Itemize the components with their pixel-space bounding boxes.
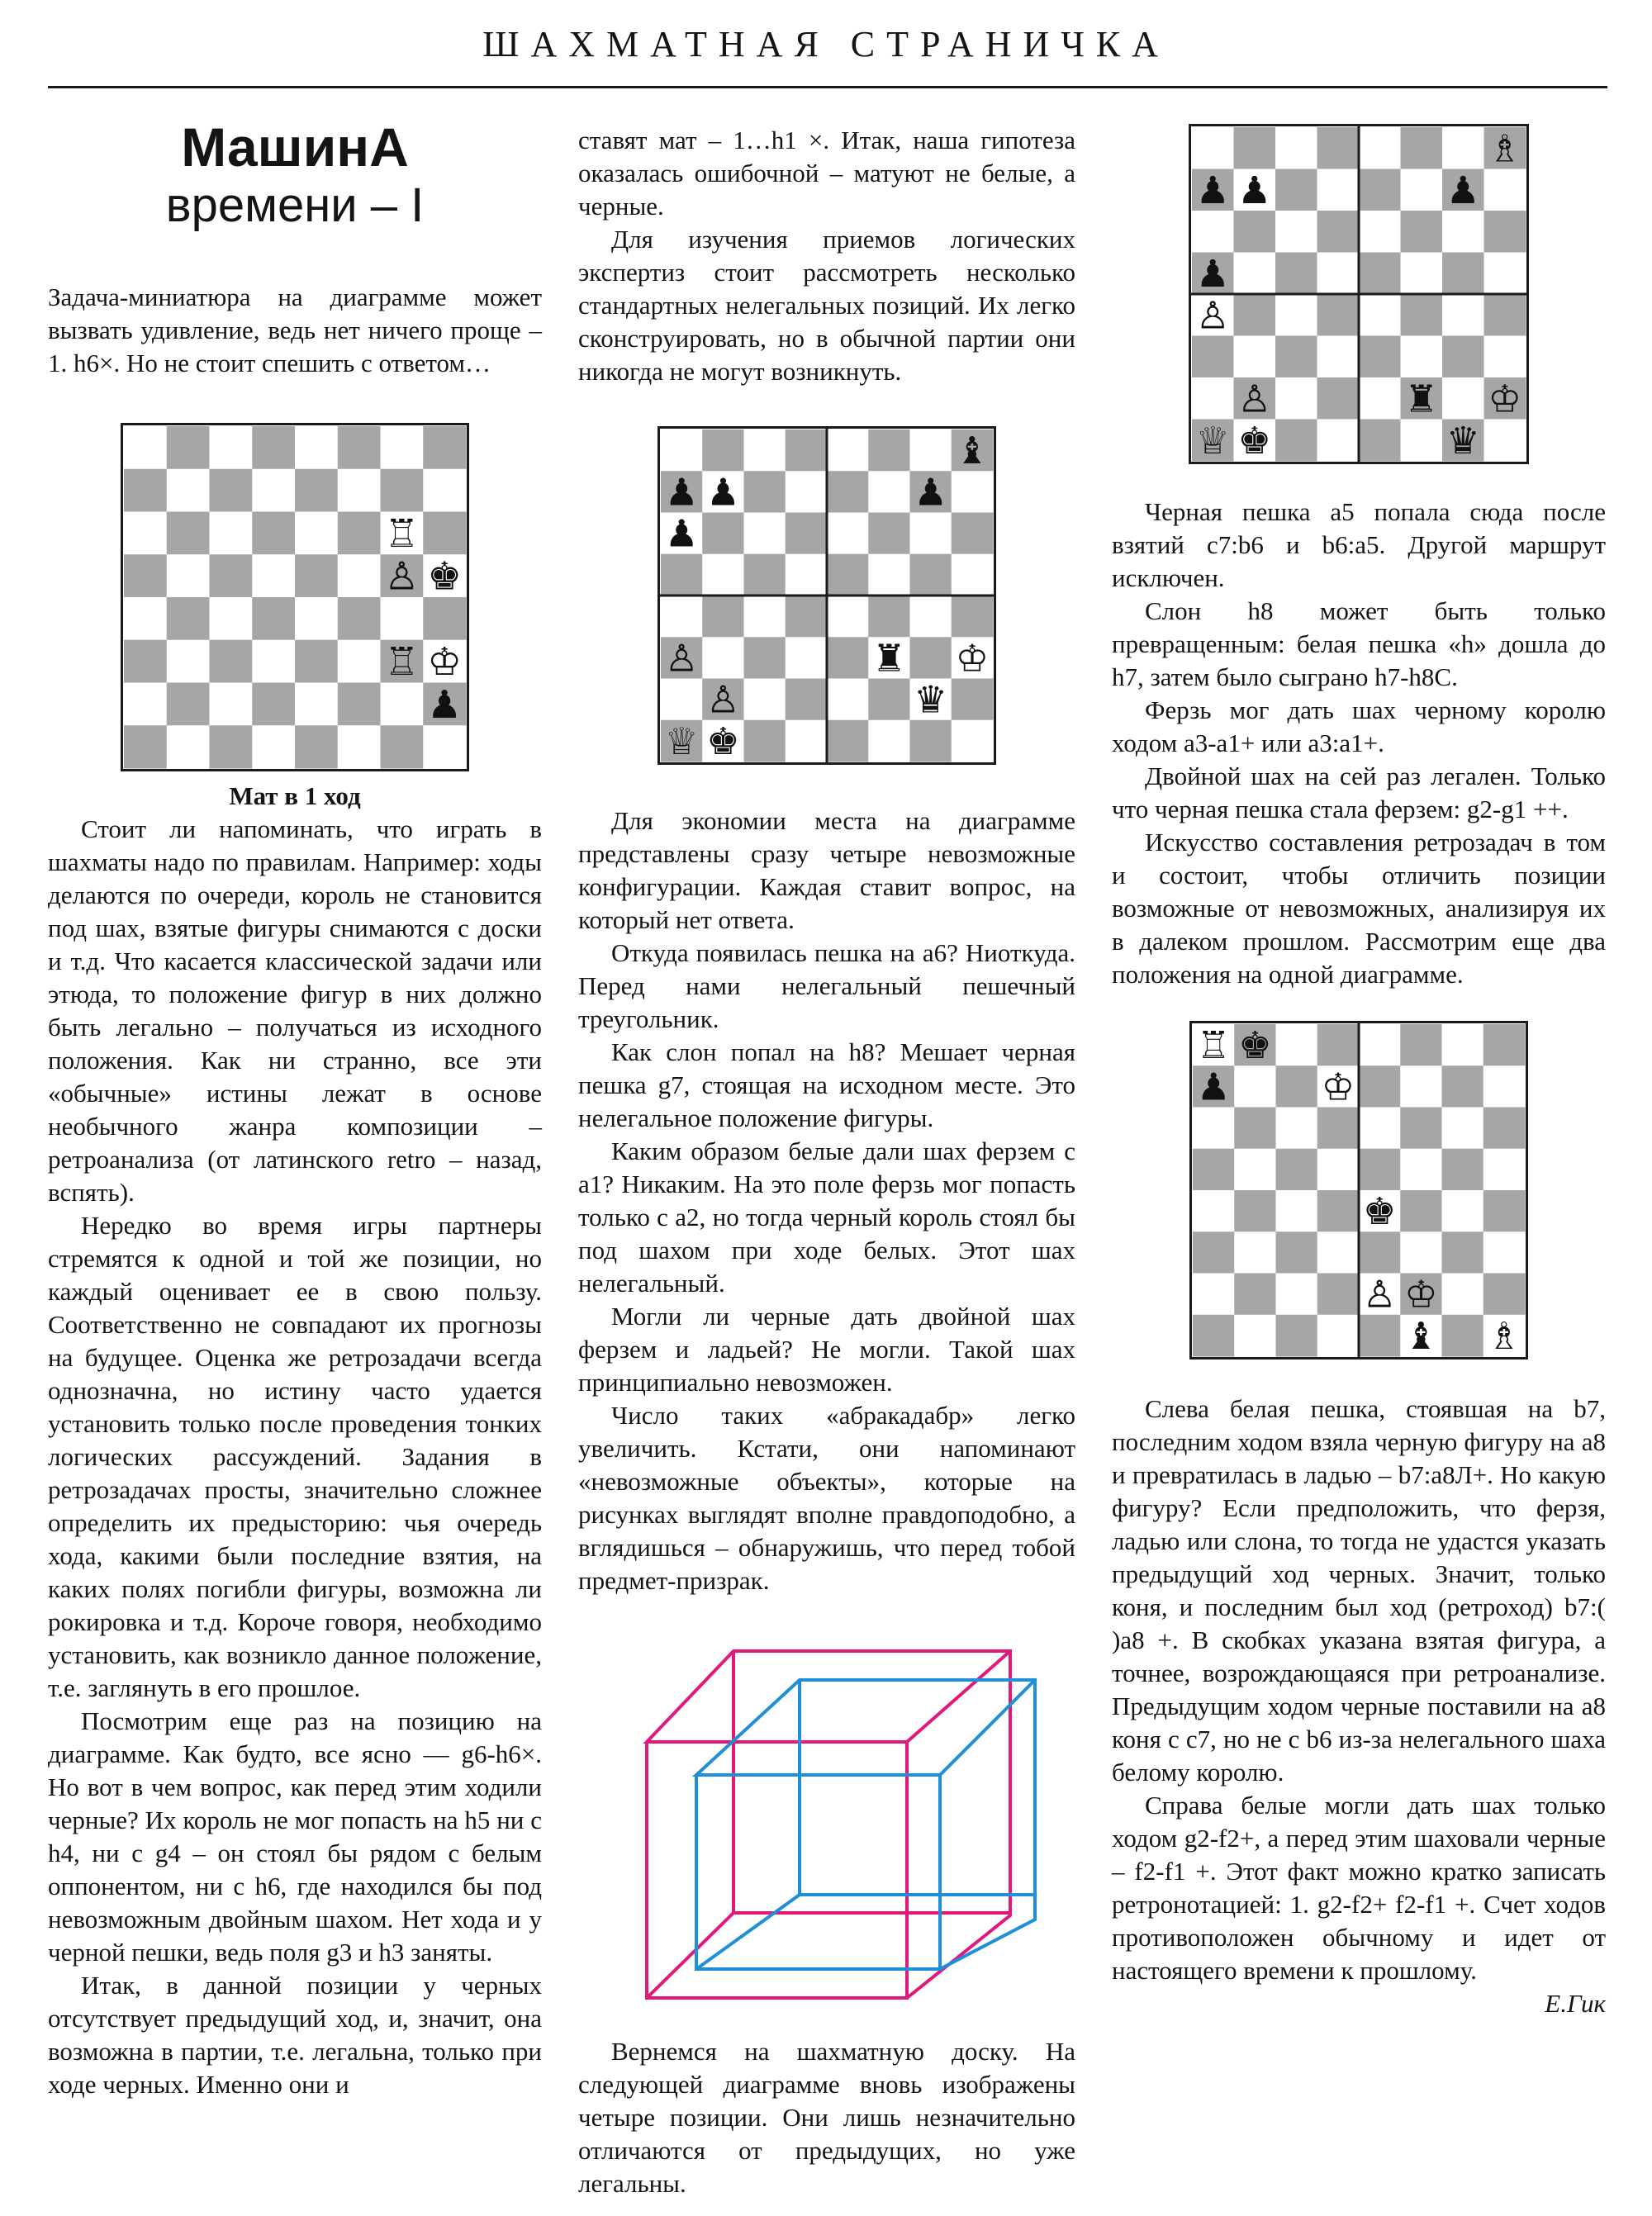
light-square (210, 597, 253, 640)
light-square (423, 469, 466, 512)
light-square (252, 640, 295, 683)
light-square (252, 554, 295, 597)
black-pawn-icon: ♟ (1196, 1065, 1231, 1109)
white-pawn-icon: ♙ (384, 553, 420, 599)
light-square (1484, 336, 1526, 378)
dark-square (1359, 1231, 1401, 1274)
light-square (1276, 1274, 1318, 1316)
dark-square (868, 596, 910, 638)
paragraph: Как слон попал на h8? Мешает черная пешка g7, стоящая на исходном месте. Это нелегальное положение фигуры. (578, 1037, 1075, 1132)
paragraph: Стоит ли напоминать, что играть в шахматы надо по правилам. Например: ходы делаются по очереди, король не становится под шах, взятые фигуры снимаются с доски и т.д. Что касается классической задачи или этюда, то положение фигур в них должно быть легально – получаться из исходного положения. Как ни странно, все эти «обычные» истины лежат в основе необычного жанра композиции – ретроанализа (от латинского retro – назад, вспять). (48, 814, 542, 1207)
light-square (1193, 1190, 1235, 1232)
light-square (1359, 211, 1401, 253)
light-square (295, 512, 338, 555)
light-square (1401, 336, 1443, 378)
paragraph: Двойной шах на сей раз легален. Только что черная пешка стала ферзем: g2-g1 ++. (1112, 762, 1606, 823)
light-square (338, 469, 381, 512)
light-square (167, 469, 210, 512)
light-square (1275, 127, 1317, 169)
dark-square (661, 554, 703, 596)
black-bishop-icon: ♝ (1404, 1313, 1438, 1358)
dark-square (210, 640, 253, 683)
black-king-icon: ♚ (427, 553, 462, 599)
dark-square (827, 471, 869, 513)
light-square (167, 640, 210, 683)
light-square (1442, 211, 1484, 253)
paragraph: ставят мат – 1…h1 ×. Итак, наша гипотеза оказалась ошибочной – матуют не белые, а черные. (578, 126, 1075, 221)
white-rook-icon: ♖ (384, 639, 420, 685)
dark-square (786, 513, 828, 555)
light-square (1276, 1190, 1318, 1232)
diagram-caption: Мат в 1 ход (229, 781, 361, 810)
dark-square (1483, 1274, 1526, 1316)
light-square (1442, 1274, 1484, 1316)
light-square (1359, 377, 1401, 420)
dark-square (210, 469, 253, 512)
dark-square (786, 429, 828, 472)
white-king-icon: ♔ (955, 636, 990, 681)
white-queen-icon: ♕ (1195, 418, 1230, 463)
dark-square (1317, 1108, 1360, 1150)
dark-square (1401, 294, 1443, 336)
light-square (1234, 1315, 1276, 1357)
dark-square (1484, 294, 1526, 336)
paragraph: Каким образом белые дали шах ферзем с а1? Никаким. На это поле ферзь мог попасть только с а2, но тогда черный король стоял бы под шахом при ходе белых. Этот шах нелегальный. (578, 1136, 1075, 1298)
chess-diagram-2 (657, 426, 996, 765)
light-square (423, 725, 466, 768)
light-square (702, 637, 744, 679)
white-king-icon: ♔ (1404, 1272, 1438, 1317)
dark-square (1276, 1315, 1318, 1357)
light-square (1234, 1149, 1276, 1191)
black-king-icon: ♚ (706, 719, 740, 763)
paragraph: Вернемся на шахматную доску. На следующей диаграмме вновь изображены четыре позиции. Они лишь незначительно отличаются от предыдущих, но уже легальны. (578, 2037, 1075, 2198)
light-square (827, 429, 869, 472)
black-king-icon: ♚ (1362, 1189, 1397, 1234)
dark-square (1317, 127, 1360, 169)
dark-square (744, 554, 786, 596)
black-pawn-icon: ♟ (1237, 168, 1272, 212)
paragraph: Откуда появилась пешка на а6? Ниоткуда. Перед нами нелегальный пешечный треугольник. (578, 938, 1075, 1033)
dark-square (1359, 169, 1401, 211)
light-square (210, 426, 253, 469)
dark-square (295, 640, 338, 683)
light-square (1359, 294, 1401, 336)
dark-square (252, 597, 295, 640)
light-square (868, 554, 910, 596)
dark-square (910, 720, 952, 762)
dark-square (423, 426, 466, 469)
black-pawn-icon: ♟ (1195, 251, 1230, 296)
black-pawn-icon: ♟ (1195, 168, 1230, 212)
light-square (1234, 1231, 1276, 1274)
dark-square (1234, 127, 1276, 169)
light-square (1400, 1149, 1442, 1191)
white-king-icon: ♔ (1488, 377, 1522, 421)
light-square (124, 512, 167, 555)
black-pawn-icon: ♟ (427, 681, 462, 727)
light-square (252, 725, 295, 768)
light-square (381, 426, 424, 469)
dark-square (744, 637, 786, 679)
white-pawn-icon: ♙ (664, 636, 699, 681)
dark-square (1276, 1149, 1318, 1191)
light-square (1442, 1024, 1484, 1066)
dark-square (1359, 420, 1401, 462)
dark-square (1276, 1065, 1318, 1108)
white-pawn-icon: ♙ (1195, 293, 1230, 338)
dark-square (827, 637, 869, 679)
dark-square (124, 725, 167, 768)
dark-square (786, 596, 828, 638)
dark-square (1442, 253, 1484, 295)
dark-square (702, 513, 744, 555)
dark-square (252, 426, 295, 469)
light-square (338, 725, 381, 768)
dark-square (1234, 1274, 1276, 1316)
paragraph: Слева белая пешка, стоявшая на b7, последним ходом взяла черную фигуру на а8 и превратилась в ладью – b7:a8Л+. Но какую фигуру? Если предположить, что ферзя, ладью или слона, то тогда не удастся указать предыдущий ход черных. Значит, только коня, и последним был ход (ретроход) b7:( )a8 +. В скобках указана взятая фигура, а точнее, возрождающаяся при ретроанализе. Предыдущим ходом черные поставили на а8 коня с с7, но не с b6 из-за нелегального шаха белому королю. (1112, 1394, 1606, 1787)
black-king-icon: ♚ (1238, 1023, 1272, 1068)
dark-square (1484, 211, 1526, 253)
dark-square (786, 679, 828, 721)
light-square (1442, 294, 1484, 336)
cube-magenta-lines (647, 1651, 1010, 1998)
black-pawn-icon: ♟ (664, 511, 699, 556)
light-square (1192, 127, 1234, 169)
light-square (1317, 336, 1360, 378)
light-square (1317, 1315, 1360, 1357)
dark-square (1317, 211, 1360, 253)
black-queen-icon: ♛ (914, 677, 947, 722)
dark-square (1442, 1231, 1484, 1274)
dark-square (1442, 336, 1484, 378)
light-square (1359, 127, 1401, 169)
dark-square (1442, 1065, 1484, 1108)
dark-square (1275, 169, 1317, 211)
light-square (1276, 1108, 1318, 1150)
chess-diagram-4 (1189, 1021, 1528, 1359)
dark-square (1401, 127, 1443, 169)
light-square (338, 554, 381, 597)
light-square (338, 640, 381, 683)
light-square (661, 596, 703, 638)
light-square (1276, 1024, 1318, 1066)
dark-square (1234, 294, 1276, 336)
light-square (210, 512, 253, 555)
light-square (952, 554, 994, 596)
light-square (295, 683, 338, 726)
cube-blue-lines (696, 1680, 1035, 1969)
white-pawn-icon: ♙ (1237, 377, 1272, 421)
dark-square (338, 426, 381, 469)
dark-square (1234, 1108, 1276, 1150)
dark-square (1317, 1274, 1360, 1316)
dark-square (1400, 1108, 1442, 1150)
paragraph: Искусство составления ретрозадач в том и состоит, чтобы отличить позиции возможные от невозможных, анализируя их в далеком прошлом. Рассмотрим еще два положения на одной диаграмме. (1112, 828, 1606, 989)
light-square (252, 469, 295, 512)
paragraph: Для экономии места на диаграмме представлены сразу четыре невозможные конфигурации. Каждая ставит вопрос, на который нет ответа. (578, 806, 1075, 934)
light-square (1483, 1231, 1526, 1274)
dark-square (1359, 1315, 1401, 1357)
chess-diagram-1 (121, 423, 469, 771)
page-header: ШАХМАТНАЯ СТРАНИЧКА (482, 24, 1170, 64)
paragraph: Итак, в данной позиции у черных отсутствует предыдущий ход, и, значит, она возможна в партии, т.е. легальна, только при ходе черных. Именно они и (48, 1971, 542, 2099)
dark-square (1276, 1231, 1318, 1274)
light-square (1400, 1065, 1442, 1108)
paragraph: Посмотрим еще раз на позицию на диаграмме. Как будто, все ясно — g6-h6×. Но вот в чем вопрос, как перед этим ходили черные? Их король не мог попасть на h5 ни с h4, ни с g4 – он стоял бы рядом с белым оппонентом, ни с h6, где находился бы под невозможным двойным шахом. Нет хода и у черной пешки, ведь поля g3 и h3 заняты. (48, 1706, 542, 1967)
light-square (1275, 211, 1317, 253)
paragraph: Для изучения приемов логических экспертиз стоит рассмотреть несколько стандартных нелегальных позиций. Их легко сконструировать, но в обычной партии они никогда не могут возникнуть. (578, 225, 1075, 386)
paragraph: Ферзь мог дать шах черному королю ходом a3-a1+ или a3:a1+. (1112, 695, 1606, 757)
dark-square (1359, 336, 1401, 378)
light-square (786, 471, 828, 513)
black-pawn-icon: ♟ (664, 470, 699, 515)
light-square (827, 513, 869, 555)
light-square (210, 683, 253, 726)
dark-square (952, 513, 994, 555)
dark-square (1275, 253, 1317, 295)
light-square (1484, 253, 1526, 295)
dark-square (167, 683, 210, 726)
light-square (1275, 294, 1317, 336)
dark-square (381, 469, 424, 512)
dark-square (252, 512, 295, 555)
light-square (661, 429, 703, 472)
white-queen-icon: ♕ (664, 719, 699, 763)
light-square (827, 679, 869, 721)
light-square (1359, 1024, 1401, 1066)
dark-square (1275, 420, 1317, 462)
paragraph: Справа белые могли дать шах только ходом g2-f2+, а перед этим шаховали черные – f2-f1 +. Этот факт можно кратко записать ретронотацией: 1. g2-f2+ f2-f1 +. Счет ходов противоположен обычному и идет от настоящего времени к прошлому. (1112, 1791, 1606, 1985)
dark-square (1317, 294, 1360, 336)
dark-square (124, 469, 167, 512)
article-title: МашинА (181, 116, 409, 178)
light-square (1483, 1149, 1526, 1191)
light-square (167, 725, 210, 768)
dark-square (1483, 1024, 1526, 1066)
light-square (1317, 169, 1360, 211)
dark-square (952, 596, 994, 638)
light-square (1359, 1108, 1401, 1150)
light-square (744, 679, 786, 721)
black-pawn-icon: ♟ (706, 470, 740, 515)
light-square (952, 471, 994, 513)
dark-square (167, 426, 210, 469)
dark-square (1442, 1315, 1484, 1357)
white-pawn-icon: ♙ (706, 677, 740, 722)
dark-square (910, 637, 952, 679)
black-queen-icon: ♛ (1446, 418, 1480, 463)
dark-square (295, 469, 338, 512)
article-subtitle: времени – I (165, 178, 425, 232)
light-square (295, 426, 338, 469)
paragraph: Могли ли черные дать двойной шах ферзем и ладьей? Не могли. Такой шах принципиально невозможен. (578, 1302, 1075, 1397)
dark-square (124, 640, 167, 683)
black-rook-icon: ♜ (872, 636, 906, 681)
light-square (295, 597, 338, 640)
light-square (910, 596, 952, 638)
light-square (124, 597, 167, 640)
light-square (1192, 211, 1234, 253)
light-square (1401, 169, 1443, 211)
dark-square (1317, 1024, 1360, 1066)
dark-square (1359, 1065, 1401, 1108)
light-square (952, 720, 994, 762)
light-square (910, 513, 952, 555)
author-signature: Е.Гик (1545, 1989, 1606, 2018)
light-square (1317, 420, 1360, 462)
dark-square (868, 679, 910, 721)
light-square (1442, 1108, 1484, 1150)
black-pawn-icon: ♟ (1446, 168, 1480, 212)
light-square (786, 720, 828, 762)
dark-square (338, 597, 381, 640)
light-square (1442, 1190, 1484, 1232)
intro-paragraph: Задача-миниатюра на диаграмме может вызвать удивление, ведь нет ничего проще – 1. h6×. Но не стоит спешить с ответом… (48, 282, 542, 377)
dark-square (1193, 1315, 1235, 1357)
header-rule (48, 86, 1607, 88)
light-square (1484, 420, 1526, 462)
light-square (744, 596, 786, 638)
black-king-icon: ♚ (1237, 418, 1272, 463)
white-bishop-icon: ♗ (1488, 126, 1522, 171)
white-king-icon: ♔ (427, 639, 462, 685)
light-square (167, 554, 210, 597)
dark-square (1400, 1024, 1442, 1066)
light-square (1275, 377, 1317, 420)
white-bishop-icon: ♗ (1487, 1313, 1521, 1358)
light-square (910, 429, 952, 472)
light-square (744, 513, 786, 555)
dark-square (952, 679, 994, 721)
dark-square (338, 512, 381, 555)
dark-square (1234, 211, 1276, 253)
dark-square (252, 683, 295, 726)
light-square (381, 683, 424, 726)
dark-square (167, 597, 210, 640)
dark-square (423, 597, 466, 640)
white-king-icon: ♔ (1321, 1065, 1355, 1109)
dark-square (702, 429, 744, 472)
dark-square (1359, 253, 1401, 295)
black-rook-icon: ♜ (1404, 377, 1439, 421)
light-square (827, 596, 869, 638)
dark-square (868, 513, 910, 555)
light-square (661, 679, 703, 721)
dark-square (1400, 1190, 1442, 1232)
dark-square (744, 720, 786, 762)
paragraph: Число таких «абракадабр» легко увеличить. Кстати, они напоминают «невозможные объекты», которые на рисунках выглядят вполне правдоподобно, а вглядишься – обнаружишь, что перед тобой предмет-призрак. (578, 1401, 1075, 1595)
column-1 (48, 117, 542, 2101)
light-square (124, 426, 167, 469)
dark-square (381, 725, 424, 768)
dark-square (1442, 1149, 1484, 1191)
white-rook-icon: ♖ (384, 510, 420, 556)
dark-square (338, 683, 381, 726)
light-square (786, 554, 828, 596)
column-3 (1112, 124, 1606, 2020)
light-square (1193, 1274, 1235, 1316)
light-square (786, 637, 828, 679)
white-pawn-icon: ♙ (1362, 1272, 1397, 1317)
dark-square (167, 512, 210, 555)
light-square (1192, 377, 1234, 420)
light-square (1442, 377, 1484, 420)
dark-square (1483, 1190, 1526, 1232)
dark-square (1317, 1190, 1360, 1232)
light-square (1401, 420, 1443, 462)
light-square (1317, 1231, 1360, 1274)
light-square (1317, 1149, 1360, 1191)
light-square (1442, 127, 1484, 169)
paragraph: Нередко во время игры партнеры стремятся к одной и той же позиции, но каждый оценивает ее в свою пользу. Соответственно не совпадают их прогнозы на будущее. Оценка же ретрозадачи всегда однозначна, но истину часто удается установить только после проведения тонких логических рассуждений. Задания в ретрозадачах просты, значительно сложнее определить их предысторию: чья очередь хода, какими были последние взятия, на каких полях погибли фигуры, возможна ли рокировка и т.д. Короче говоря, необходимо установить, как возникло данное положение, т.е. заглянуть в его прошлое. (48, 1211, 542, 1702)
light-square (1317, 253, 1360, 295)
dark-square (827, 554, 869, 596)
column-2 (578, 124, 1075, 2200)
dark-square (210, 725, 253, 768)
dark-square (1275, 336, 1317, 378)
dark-square (423, 512, 466, 555)
light-square (1484, 169, 1526, 211)
light-square (1400, 1231, 1442, 1274)
paragraph: Черная пешка а5 попала сюда после взятий с7:b6 и b6:a5. Другой маршрут исключен. (1112, 497, 1606, 592)
dark-square (744, 471, 786, 513)
light-square (124, 683, 167, 726)
dark-square (124, 554, 167, 597)
dark-square (295, 725, 338, 768)
dark-square (1401, 211, 1443, 253)
light-square (1234, 336, 1276, 378)
black-pawn-icon: ♟ (914, 470, 947, 515)
dark-square (295, 554, 338, 597)
light-square (868, 720, 910, 762)
light-square (1193, 1108, 1235, 1150)
dark-square (1234, 1190, 1276, 1232)
chess-diagram-3 (1189, 124, 1529, 464)
dark-square (868, 429, 910, 472)
dark-square (1193, 1231, 1235, 1274)
light-square (381, 597, 424, 640)
dark-square (1483, 1108, 1526, 1150)
dark-square (1193, 1149, 1235, 1191)
paragraph: Слон h8 может быть только превращенным: белая пешка «h» дошла до h7, затем было сыграно h7-h8С. (1112, 596, 1606, 691)
light-square (1234, 1065, 1276, 1108)
dark-square (1317, 377, 1360, 420)
dark-square (210, 554, 253, 597)
black-bishop-icon: ♝ (955, 429, 990, 473)
light-square (1483, 1065, 1526, 1108)
dark-square (1359, 1149, 1401, 1191)
white-rook-icon: ♖ (1196, 1023, 1231, 1068)
light-square (868, 471, 910, 513)
dark-square (1192, 336, 1234, 378)
impossible-cube-figure (610, 1622, 1044, 2025)
light-square (744, 429, 786, 472)
dark-square (827, 720, 869, 762)
dark-square (910, 554, 952, 596)
light-square (1234, 253, 1276, 295)
dark-square (702, 596, 744, 638)
light-square (702, 554, 744, 596)
light-square (1401, 253, 1443, 295)
